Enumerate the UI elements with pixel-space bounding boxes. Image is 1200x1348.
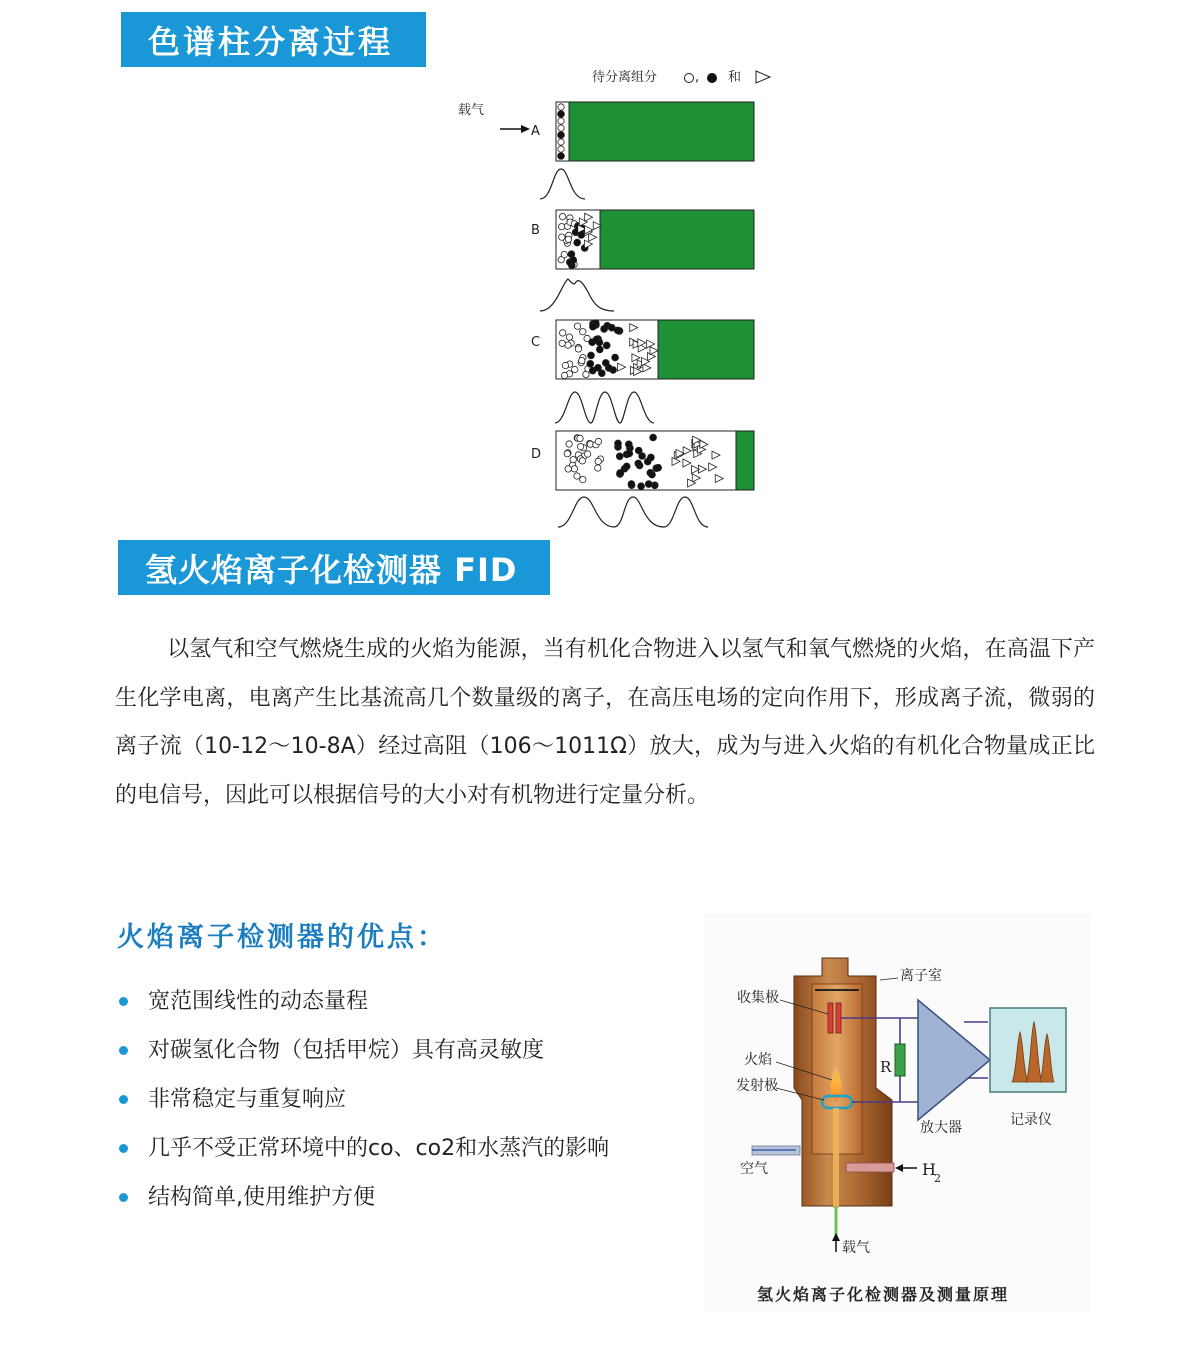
label-collector: 收集极 <box>737 990 779 1006</box>
open-particle <box>579 458 585 464</box>
open-particle <box>565 466 571 472</box>
list-item-text: 对碳氢化合物（包括甲烷）具有高灵敏度 <box>148 1038 545 1063</box>
arrow-icon <box>521 125 530 133</box>
open-particle <box>572 366 578 372</box>
filled-particle <box>639 453 646 460</box>
bullet-icon <box>119 997 128 1006</box>
open-particle <box>574 473 580 479</box>
open-particle <box>584 451 590 457</box>
open-particle <box>580 329 586 335</box>
section-title-banner <box>118 540 550 595</box>
label-flame: 火焰 <box>744 1052 772 1068</box>
open-particle <box>560 330 566 336</box>
filled-particle <box>590 323 597 330</box>
h2-inlet <box>846 1163 894 1172</box>
stage-label-a: A <box>531 124 540 139</box>
filled-particle <box>601 326 608 333</box>
filled-particle <box>616 453 623 460</box>
list-item-text: 结构简单,使用维护方便 <box>148 1185 375 1210</box>
label-air: 空气 <box>740 1161 768 1177</box>
fid-schematic-diagram <box>704 913 1090 1313</box>
filled-particle <box>648 454 655 461</box>
open-particle <box>559 213 565 219</box>
column-packing <box>658 320 754 379</box>
filled-particle <box>574 239 581 246</box>
label-amplifier: 放大器 <box>920 1120 962 1136</box>
section-title: 氢火焰离子化检测器 FID <box>145 550 518 589</box>
legend-text: 待分离组分 <box>592 70 658 85</box>
filled-particle <box>645 481 652 488</box>
filled-particle <box>638 483 645 490</box>
section-title: 色谱柱分离过程 <box>148 22 394 61</box>
open-particle <box>558 146 564 152</box>
filled-particle <box>655 464 662 471</box>
filled-particle <box>602 360 609 367</box>
open-particle <box>561 372 567 378</box>
open-particle <box>558 104 564 110</box>
filled-particle <box>635 460 642 467</box>
open-particle <box>562 362 568 368</box>
column-packing <box>569 102 754 161</box>
filled-particle <box>588 352 595 359</box>
column-a <box>556 102 754 161</box>
filled-particle <box>589 367 596 374</box>
filled-particle <box>570 257 577 264</box>
open-particle <box>558 139 564 145</box>
collector-electrode <box>836 1003 841 1033</box>
open-particle <box>566 441 572 447</box>
column-packing <box>736 431 754 490</box>
list-item-text: 几乎不受正常环境中的co、co2和水蒸汽的影响 <box>148 1136 610 1161</box>
filled-particle <box>626 450 633 457</box>
list-item <box>118 1075 609 1124</box>
chromatogram-peak-a <box>540 169 585 199</box>
open-particle <box>579 357 585 363</box>
open-particle <box>558 118 564 124</box>
open-particle <box>595 465 601 471</box>
open-particle <box>595 438 601 444</box>
filled-particle <box>593 336 600 343</box>
list-item <box>118 977 609 1026</box>
filled-particle <box>603 342 610 349</box>
advantages-list <box>118 977 609 1222</box>
stage-label-d: D <box>531 447 542 462</box>
filled-particle <box>625 441 632 448</box>
label-resistor: R <box>880 1058 892 1076</box>
advantages-heading: 火焰离子检测器的优点： <box>117 922 447 953</box>
filled-particle <box>612 354 619 361</box>
open-particle <box>580 476 586 482</box>
triangle-icon <box>756 71 770 83</box>
label-ion-chamber: 离子室 <box>900 968 942 984</box>
filled-particle <box>558 132 565 139</box>
label-carrier: 载气 <box>842 1240 870 1256</box>
open-particle <box>561 251 567 257</box>
diagram-caption: 氢火焰离子化检测器及测量原理 <box>757 1285 1010 1304</box>
open-particle <box>566 334 572 340</box>
open-particle <box>575 346 581 352</box>
paragraph-text: 以氢气和空气燃烧生成的火焰为能源，当有机化合物进入以氢气和氧气燃烧的火焰，在高温下产生化学电离，电离产生比基流高几个数量级的离子，在高压电场的定向作用下，形成离子流，微弱的离子流（10-12～10-8A）经过高阻（106～1011Ω）放大，成为与进入火焰的有机化合物量成正比的电信号，因此可以根据信号的大小对有机物进行定量分析。 <box>115 637 1095 808</box>
separation-process-diagram <box>440 60 800 535</box>
open-particle <box>577 443 583 449</box>
filled-particle <box>649 471 656 478</box>
label-h2-subscript: 2 <box>934 1172 941 1185</box>
nozzle <box>833 1108 839 1208</box>
open-particle <box>564 451 570 457</box>
label-recorder: 记录仪 <box>1010 1112 1052 1128</box>
list-item <box>118 1124 609 1173</box>
filled-particle <box>596 346 603 353</box>
open-particle <box>565 236 571 242</box>
filled-particle <box>615 440 622 447</box>
stage-label-b: B <box>531 223 540 238</box>
open-particle <box>559 234 565 240</box>
open-particle <box>595 458 601 464</box>
filled-particle <box>617 470 624 477</box>
column-packing <box>600 210 754 269</box>
legend-comma: , <box>695 70 700 85</box>
section-title-banner <box>121 12 426 67</box>
open-particle <box>558 125 564 131</box>
description-paragraph <box>115 626 1095 820</box>
carrier-gas-label: 载气 <box>458 103 485 118</box>
stage-label-c: C <box>531 335 541 350</box>
filled-particle <box>623 463 630 470</box>
legend-joiner: 和 <box>728 70 742 85</box>
bullet-icon <box>119 1046 128 1055</box>
filled-particle <box>598 370 605 377</box>
list-item <box>118 1173 609 1222</box>
bullet-icon <box>119 1144 128 1153</box>
resistor <box>895 1044 905 1076</box>
open-particle <box>571 466 577 472</box>
list-item <box>118 1026 609 1075</box>
collector-electrode <box>828 1003 833 1033</box>
open-particle <box>559 340 565 346</box>
filled-particle <box>650 434 657 441</box>
filled-particle <box>628 481 635 488</box>
filled-particle <box>587 360 594 367</box>
label-h2: H <box>922 1160 936 1179</box>
chromatogram-peak-c <box>555 392 654 423</box>
filled-particle <box>651 482 658 489</box>
open-particle <box>574 323 580 329</box>
list-item-text: 宽范围线性的动态量程 <box>148 989 369 1014</box>
filled-particle <box>558 153 565 160</box>
filled-particle <box>558 111 565 118</box>
chromatogram-peak-d <box>558 497 708 527</box>
bullet-icon <box>119 1095 128 1104</box>
label-emitter: 发射极 <box>736 1078 778 1094</box>
open-particle <box>577 435 583 441</box>
open-circle-icon <box>685 74 694 83</box>
filled-circle-icon <box>707 73 717 83</box>
bullet-icon <box>119 1193 128 1202</box>
list-item-text: 非常稳定与重复响应 <box>148 1087 347 1112</box>
chromatogram-peak-b <box>540 279 614 311</box>
filled-particle <box>608 324 615 331</box>
